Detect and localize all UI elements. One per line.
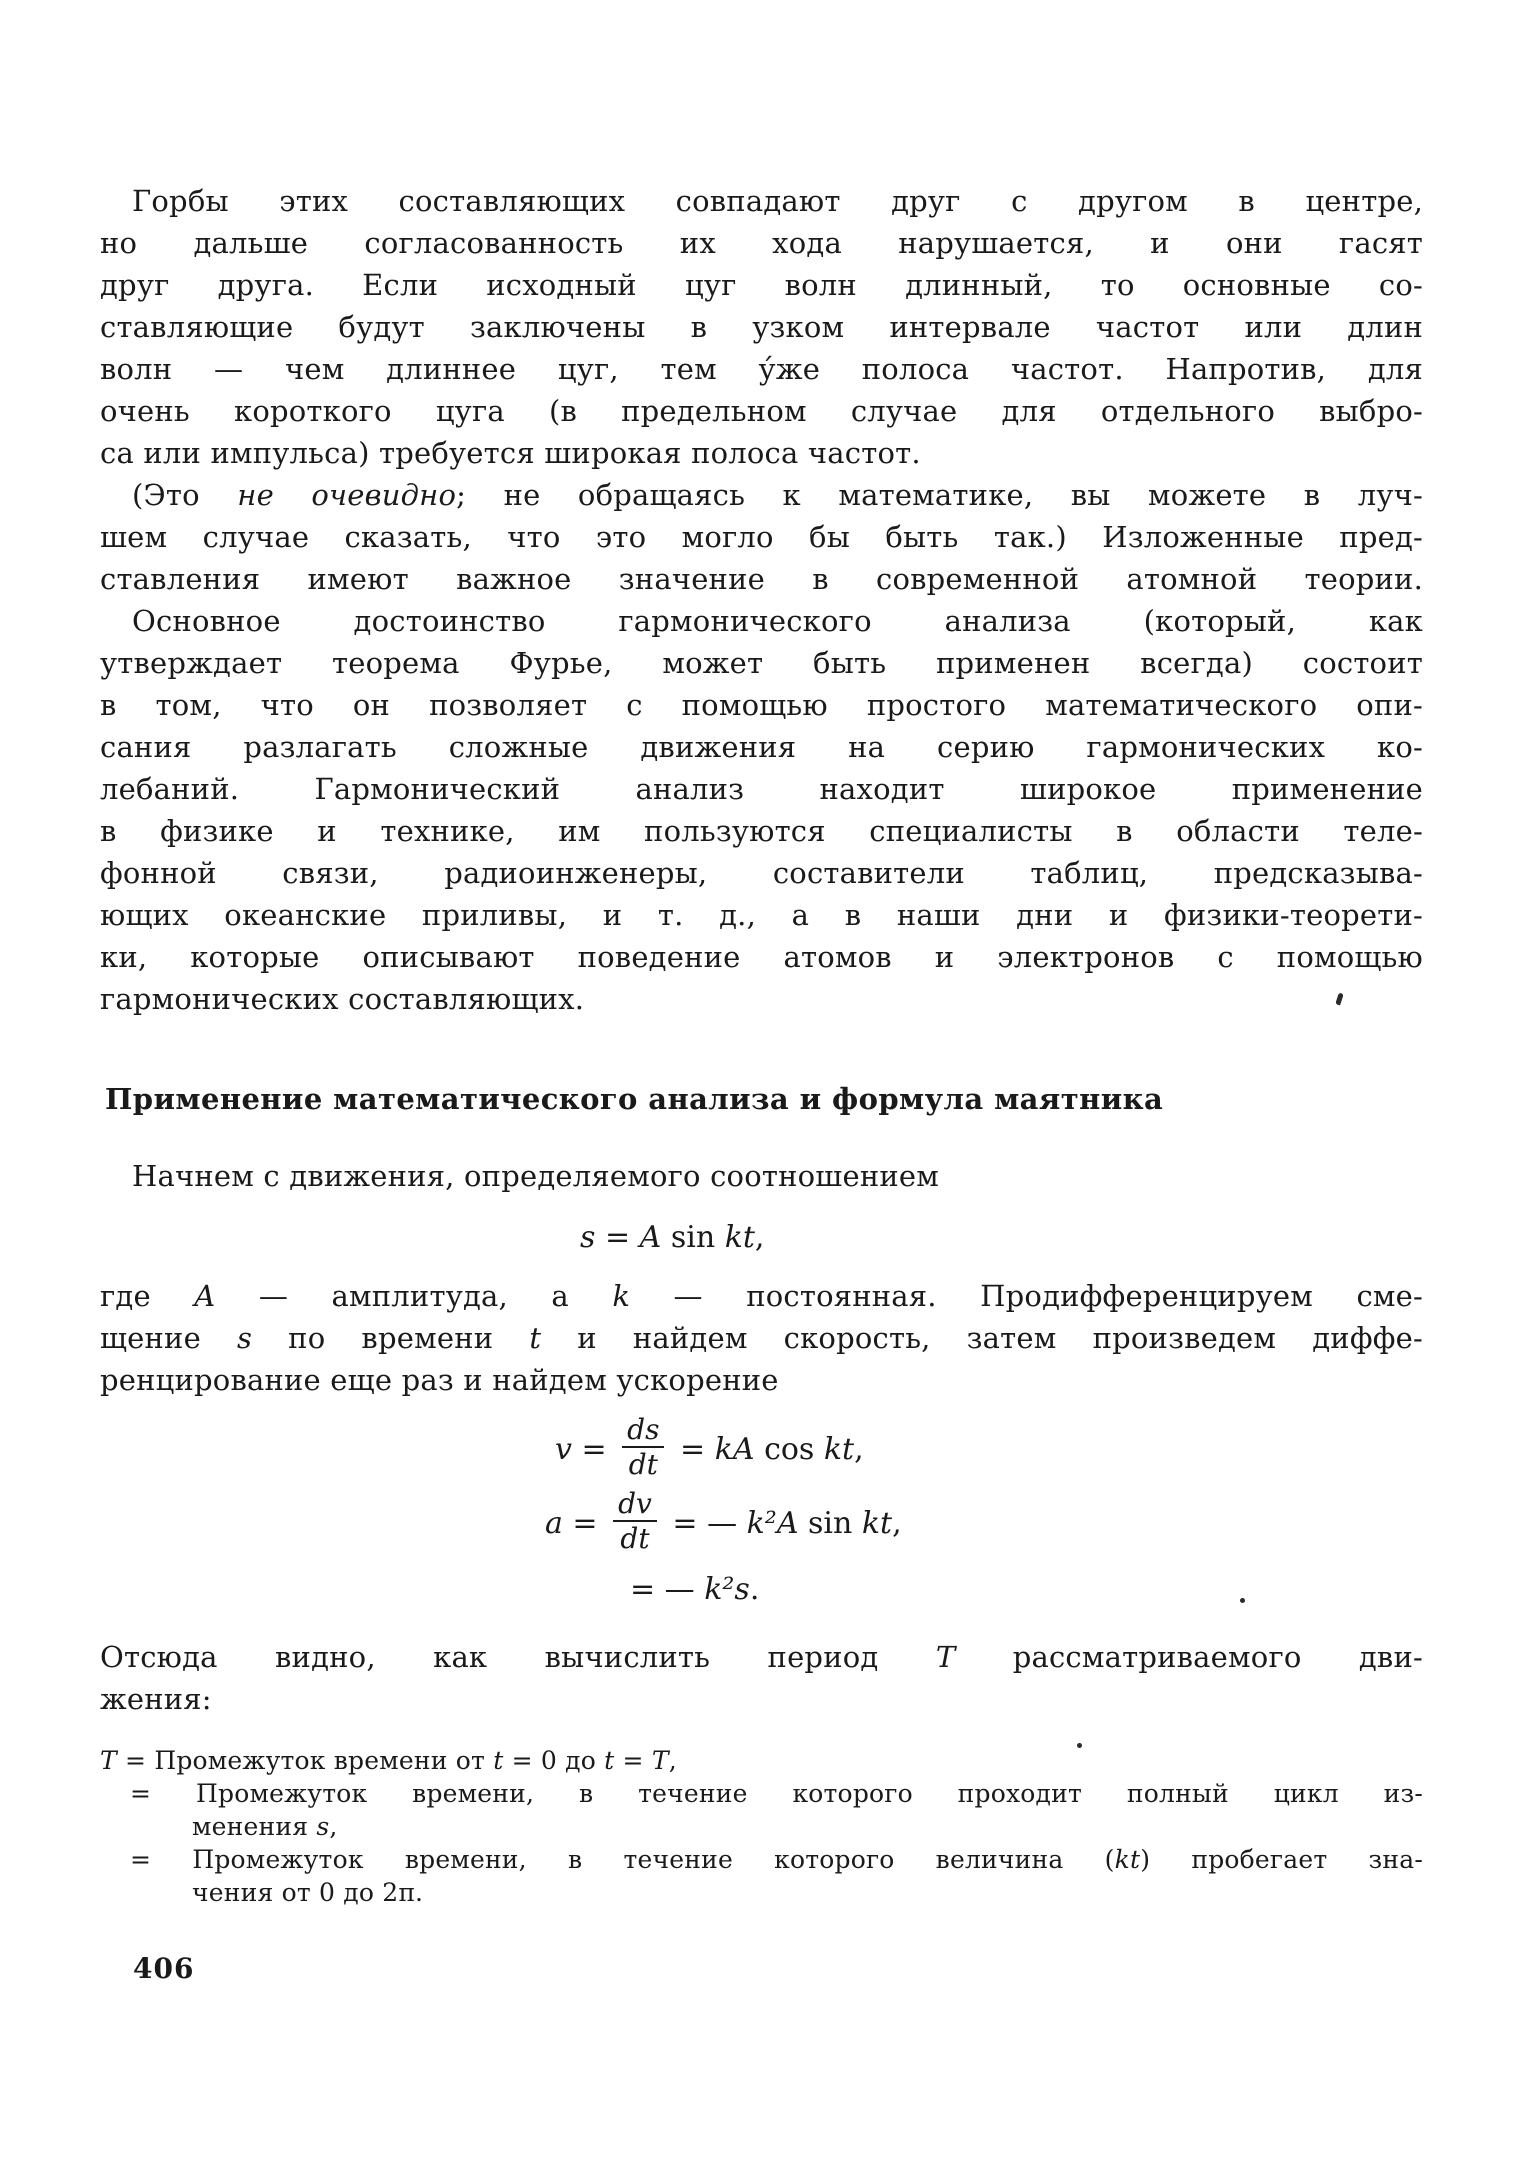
text-line: сания разлагать сложные движения на серию гармонических ко- xyxy=(100,730,1423,764)
fraction: $\frac{dv}{dt}$ xyxy=(613,1488,657,1554)
text-line: в том, что он позволяет с помощью простого математического опи- xyxy=(100,688,1423,722)
formula-s-equals-a-sin-kt: s = A sin kt, xyxy=(580,1220,765,1255)
fraction: $\frac{ds}{dt}$ xyxy=(622,1414,664,1480)
period-definition-list xyxy=(100,1744,1423,1909)
text-line: ющих океанские приливы, и т. д., а в наши дни и физики-теорети- xyxy=(100,898,1423,932)
scan-speck xyxy=(1240,1598,1245,1603)
text-line: очень короткого цуга (в предельном случае для отдельного выбро- xyxy=(100,394,1423,428)
text-line: волн — чем длиннее цуг, тем у́же полоса частот. Напротив, для xyxy=(100,352,1423,386)
text-line: щение s по времени t и найдем скорость, затем произведем диффе- xyxy=(100,1321,1423,1355)
scan-speck xyxy=(1077,1743,1082,1748)
paragraph-wave-trains xyxy=(100,180,1423,474)
text-line: Основное достоинство гармонического анализа (который, как xyxy=(132,604,1423,638)
paragraph-begin-motion xyxy=(100,1155,1423,1197)
text-line: фонной связи, радиоинженеры, составители таблиц, предсказыва- xyxy=(100,856,1423,890)
text-line: где A — амплитуда, а k — постоянная. Продифференцируем сме- xyxy=(100,1279,1423,1313)
paragraph-not-obvious xyxy=(100,474,1423,600)
definition-line: менения s, xyxy=(192,1812,338,1841)
text-line: ренцирование еще раз и найдем ускорение xyxy=(100,1363,779,1397)
paragraph-amplitude-constant xyxy=(100,1275,1423,1401)
text-block xyxy=(100,180,1423,1909)
text-line: Горбы этих составляющих совпадают друг с другом в центре, xyxy=(132,184,1423,218)
text-line: друг друга. Если исходный цуг волн длинный, то основные со- xyxy=(100,268,1423,302)
paragraph-fourier-merit xyxy=(100,600,1423,1020)
text-line: ставления имеют важное значение в современной атомной теории. xyxy=(100,562,1423,596)
definition-line: = Промежуток времени, в течение которого величина (kt) пробегает зна- xyxy=(130,1845,1423,1874)
section-heading: Применение математического анализа и формула маятника xyxy=(105,1082,1164,1116)
text-line: Начнем с движения, определяемого соотношением xyxy=(132,1159,940,1193)
text-line: шем случае сказать, что это могло бы быть так.) Изложенные пред- xyxy=(100,520,1423,554)
formula-velocity: v = $\frac{ds}{dt}$ = kA cos kt, xyxy=(555,1413,864,1481)
text-line: са или импульса) требуется широкая полоса частот. xyxy=(100,436,921,470)
text-line: лебаний. Гармонический анализ находит широкое применение xyxy=(100,772,1423,806)
formula-k-squared-s: = — k²s. xyxy=(630,1572,760,1607)
definition-line: чения от 0 до 2π. xyxy=(192,1878,424,1907)
text-line: жения: xyxy=(100,1682,212,1716)
definition-line: = Промежуток времени, в течение которого проходит полный цикл из- xyxy=(130,1779,1423,1808)
formula-acceleration: a = $\frac{dv}{dt}$ = — k²A sin kt, xyxy=(545,1487,902,1555)
text-line: утверждает теорема Фурье, может быть применен всегда) состоит xyxy=(100,646,1423,680)
text-line: гармонических составляющих. xyxy=(100,982,585,1016)
text-line: ки, которые описывают поведение атомов и электронов с помощью xyxy=(100,940,1423,974)
text-line: но дальше согласованность их хода нарушается, и они гасят xyxy=(100,226,1423,260)
text-line: в физике и технике, им пользуются специалисты в области теле- xyxy=(100,814,1423,848)
text-line: (Это не очевидно; не обращаясь к математике, вы можете в луч- xyxy=(132,478,1423,512)
definition-line: T = Промежуток времени от t = 0 до t = T, xyxy=(100,1746,677,1775)
page-number: 406 xyxy=(133,1952,195,1985)
text-line: ставляющие будут заключены в узком интервале частот или длин xyxy=(100,310,1423,344)
paragraph-period xyxy=(100,1636,1423,1720)
text-line: Отсюда видно, как вычислить период T рассматриваемого дви- xyxy=(100,1640,1423,1674)
